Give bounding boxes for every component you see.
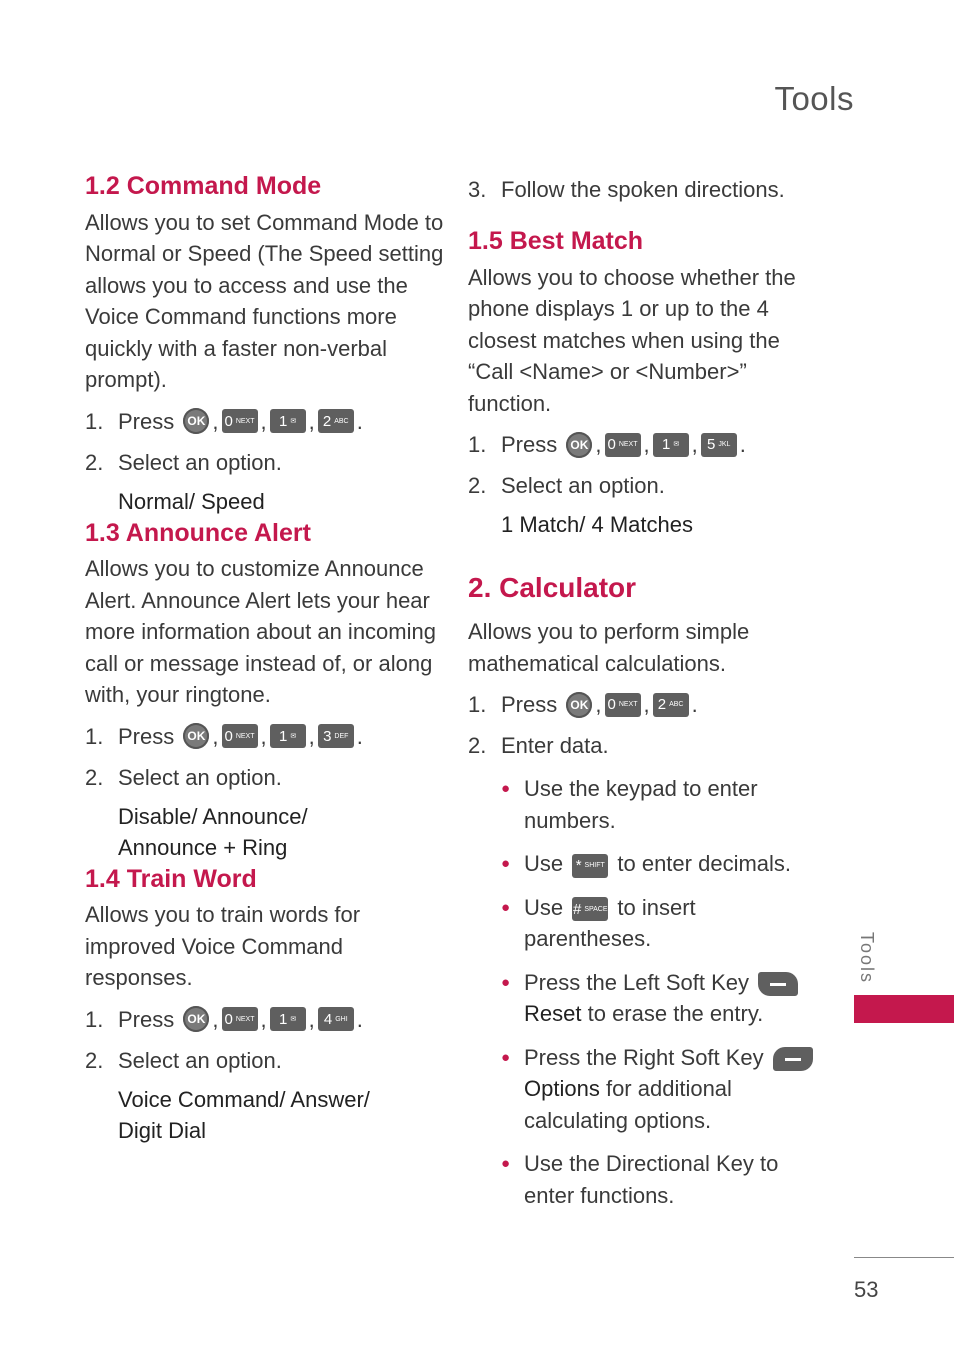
step-text: Select an option. [501, 473, 665, 498]
train-word-step-3 [468, 174, 828, 205]
comma: , [260, 723, 267, 749]
train-word-step-1 [85, 1004, 445, 1035]
bullet-dot-icon: ● [501, 1048, 511, 1066]
comma: , [308, 408, 315, 434]
option-line: Disable/ Announce/ [118, 803, 308, 829]
best-match-options: 1 Match/ 4 Matches [501, 512, 693, 537]
zero-key-icon: 0 NEXT [222, 724, 258, 748]
comma: , [308, 1006, 315, 1032]
calculator-bullet-keypad [501, 773, 828, 836]
page-title: Tools [774, 80, 854, 117]
step-number: 2. [85, 764, 104, 790]
bullet-text: Use the keypad to enter numbers. [524, 776, 758, 833]
zero-key-icon: 0 NEXT [605, 693, 641, 717]
calculator-step-1 [468, 689, 828, 720]
left-soft-key-icon [758, 972, 798, 996]
option-line: Announce + Ring [118, 834, 288, 860]
step-text: Press [118, 723, 175, 749]
one-key-icon: 1 ✉ [270, 1007, 306, 1031]
options-label: Options [524, 1076, 600, 1102]
step-number: 1. [468, 432, 487, 457]
step-text: Select an option. [118, 449, 282, 475]
calculator-step-2 [468, 730, 828, 761]
heading-calculator: 2. Calculator [468, 572, 637, 603]
step-number: 1. [85, 1006, 104, 1032]
step-text: Press [118, 408, 175, 434]
reset-label: Reset [524, 1001, 582, 1027]
right-soft-key-icon [773, 1047, 813, 1071]
step-text: Press [501, 692, 558, 718]
step-text: Select an option. [118, 764, 282, 790]
step-number: 2. [468, 473, 487, 498]
bullet-text: for additional calculating options. [524, 1076, 732, 1133]
bullet-text: to enter decimals. [617, 851, 792, 877]
command-mode-step-1 [85, 406, 445, 437]
option-line: Digit Dial [118, 1117, 207, 1143]
zero-key-icon: 0 NEXT [222, 409, 258, 433]
one-key-icon: 1 ✉ [270, 409, 306, 433]
bullet-text: Press the Left Soft Key [524, 969, 750, 995]
period: . [739, 432, 746, 457]
best-match-step-2 [468, 470, 828, 501]
train-word-description: Allows you to train words for improved Voice Command responses. [85, 902, 361, 990]
two-key-icon: 2 ABC [318, 409, 354, 433]
left-column [85, 170, 445, 1146]
step-number: 2. [85, 449, 104, 475]
step-number: 2. [468, 733, 487, 759]
step-text: Press [118, 1006, 175, 1032]
heading-train-word: 1.4 Train Word [85, 864, 257, 893]
star-key-icon: * SHIFT [572, 854, 608, 878]
bullet-text: Use [524, 894, 564, 920]
zero-key-icon: 0 NEXT [605, 433, 641, 457]
four-key-icon: 4 GHI [318, 1007, 354, 1031]
comma: , [643, 692, 650, 718]
announce-alert-step-1 [85, 721, 445, 752]
command-mode-options: Normal/ Speed [118, 488, 265, 514]
comma: , [308, 723, 315, 749]
bullet-dot-icon: ● [501, 1155, 511, 1173]
bullet-text: Use [524, 851, 564, 877]
bullet-text: to insert parentheses. [524, 894, 696, 952]
footer-divider [854, 1257, 954, 1258]
comma: , [595, 432, 602, 457]
step-text: Select an option. [118, 1047, 282, 1073]
announce-alert-description: Allows you to customize Announce Alert. Announce Alert lets your hear more information about an incoming call or message instead of, or along with, your ringtone. [85, 556, 436, 707]
ok-key-icon: OK [183, 408, 209, 434]
calculator-bullet-parentheses [501, 892, 828, 955]
comma: , [260, 1006, 267, 1032]
hash-key-icon: # SPACE [572, 897, 608, 921]
ok-key-icon: OK [566, 692, 592, 718]
comma: , [691, 432, 698, 457]
comma: , [212, 408, 219, 434]
command-mode-description: Allows you to set Command Mode to Normal or Speed (The Speed setting allows you to access and use the Voice Command functions more quickly with a faster non-verbal prompt). [85, 209, 444, 392]
calculator-bullet-directional [501, 1148, 828, 1211]
step-text: Enter data. [501, 733, 609, 759]
period: . [356, 723, 363, 749]
announce-alert-step-2 [85, 762, 445, 793]
heading-command-mode: 1.2 Command Mode [85, 172, 322, 200]
bullet-text: Use the Directional Key to enter functions. [524, 1151, 779, 1208]
period: . [691, 692, 698, 718]
side-tab-bar [854, 995, 954, 1023]
two-key-icon: 2 ABC [653, 693, 689, 717]
comma: , [595, 692, 602, 718]
train-word-step-2 [85, 1045, 445, 1076]
step-number: 1. [468, 692, 487, 718]
five-key-icon: 5 JKL [701, 433, 737, 457]
step-number: 1. [85, 723, 104, 749]
one-key-icon: 1 ✉ [653, 433, 689, 457]
right-column [468, 170, 828, 1211]
zero-key-icon: 0 NEXT [222, 1007, 258, 1031]
bullet-text: to erase the entry. [587, 1001, 764, 1027]
step-text: Follow the spoken directions. [501, 177, 785, 202]
page-number: 53 [854, 1277, 879, 1302]
bullet-dot-icon: ● [501, 898, 511, 916]
best-match-description: Allows you to choose whether the phone displays 1 or up to the 4 closest matches when using the “Call <Name> or <Number>” function. [468, 264, 796, 416]
command-mode-step-2 [85, 447, 445, 478]
calculator-description: Allows you to perform simple mathematical calculations. [468, 619, 750, 676]
train-word-options [118, 1084, 445, 1146]
bullet-dot-icon: ● [501, 855, 511, 873]
step-number: 2. [85, 1047, 104, 1073]
calculator-bullet-options [501, 1042, 828, 1137]
ok-key-icon: OK [566, 432, 592, 458]
bullet-text: Press the Right Soft Key [524, 1044, 764, 1070]
period: . [356, 1006, 363, 1032]
bullet-dot-icon: ● [501, 973, 511, 991]
ok-key-icon: OK [183, 1006, 209, 1032]
step-number: 1. [85, 408, 104, 434]
comma: , [212, 723, 219, 749]
heading-announce-alert: 1.3 Announce Alert [85, 518, 311, 547]
calculator-bullet-decimals [501, 848, 828, 880]
side-tab-label: Tools [857, 932, 877, 985]
heading-best-match: 1.5 Best Match [468, 227, 644, 255]
announce-alert-options [118, 801, 445, 863]
three-key-icon: 3 DEF [318, 724, 354, 748]
one-key-icon: 1 ✉ [270, 724, 306, 748]
best-match-step-1 [468, 429, 828, 460]
bullet-dot-icon: ● [501, 780, 511, 798]
calculator-bullet-reset [501, 967, 828, 1030]
comma: , [260, 408, 267, 434]
comma: , [643, 432, 650, 457]
comma: , [212, 1006, 219, 1032]
step-text: Press [501, 432, 558, 457]
period: . [356, 408, 363, 434]
option-line: Voice Command/ Answer/ [118, 1086, 370, 1112]
step-number: 3. [468, 177, 487, 202]
ok-key-icon: OK [183, 723, 209, 749]
